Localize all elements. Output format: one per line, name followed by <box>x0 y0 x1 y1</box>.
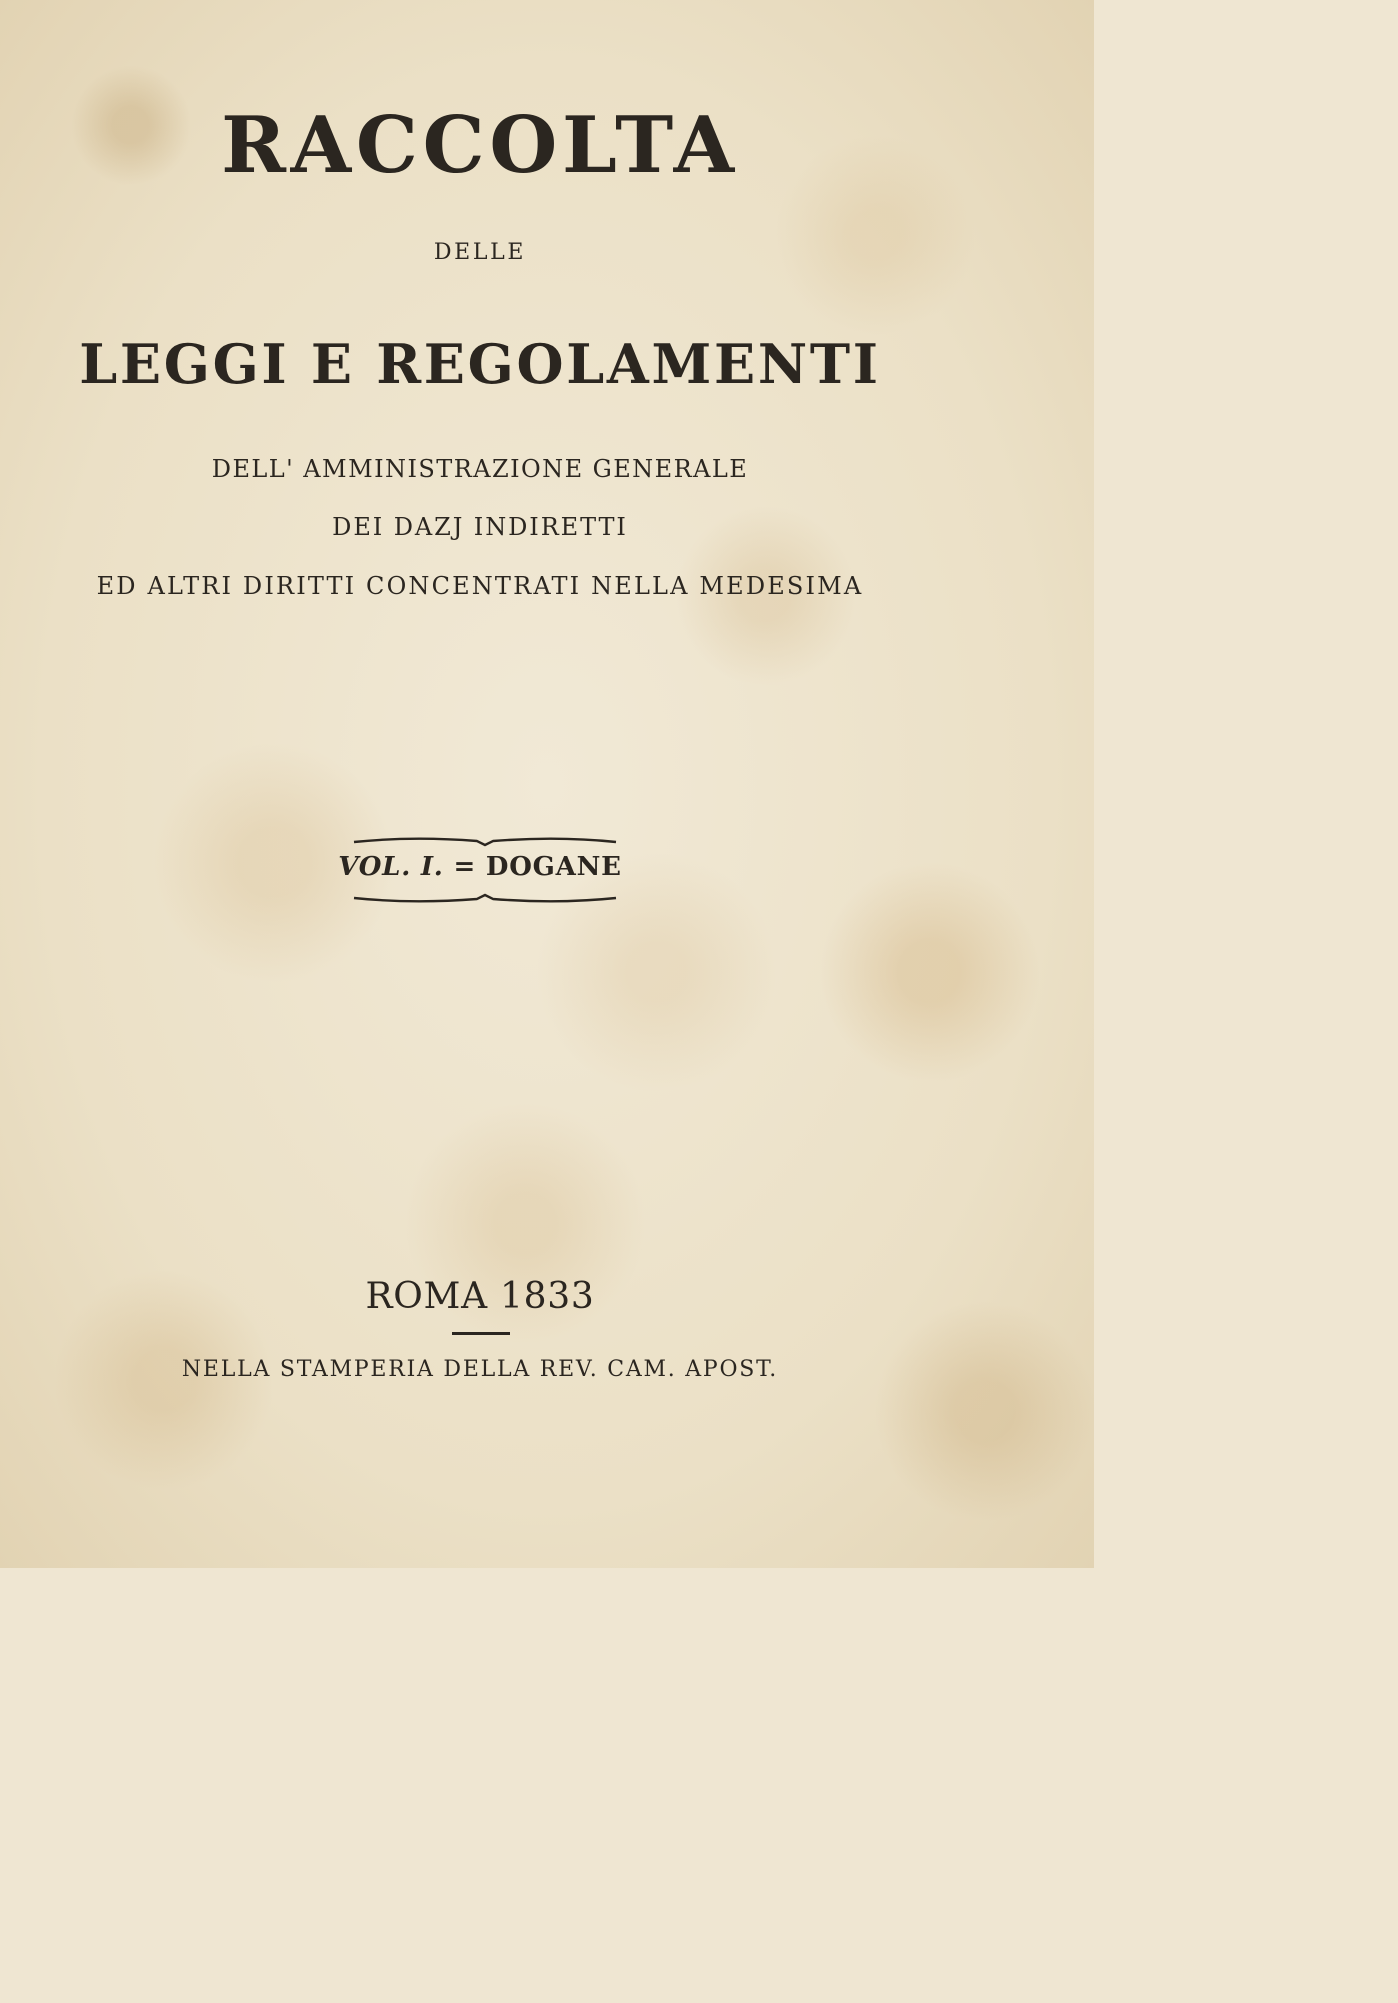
volume-line <box>0 852 960 882</box>
book-title: RACCOLTA <box>221 100 739 191</box>
ornamental-rule-bottom <box>352 892 618 908</box>
imprint-printer: NELLA STAMPERIA DELLA REV. CAM. APOST. <box>181 1357 779 1382</box>
imprint-place-year: ROMA 1833 <box>365 1276 595 1317</box>
main-heading: LEGGI E REGOLAMENTI <box>79 332 881 396</box>
volume-separator: = <box>453 852 477 882</box>
imprint-divider <box>452 1332 510 1335</box>
subtitle-line-2: DEI DAZJ INDIRETTI <box>332 513 628 541</box>
title-connector: DELLE <box>433 240 527 265</box>
ornamental-rule-top <box>352 832 618 848</box>
subtitle-line-1: DELL' AMMINISTRAZIONE GENERALE <box>211 455 749 483</box>
volume-section: DOGANE <box>485 852 622 882</box>
subtitle-line-3: ED ALTRI DIRITTI CONCENTRATI NELLA MEDESIMA <box>96 572 864 600</box>
volume-label: VOL. I. <box>338 852 444 882</box>
